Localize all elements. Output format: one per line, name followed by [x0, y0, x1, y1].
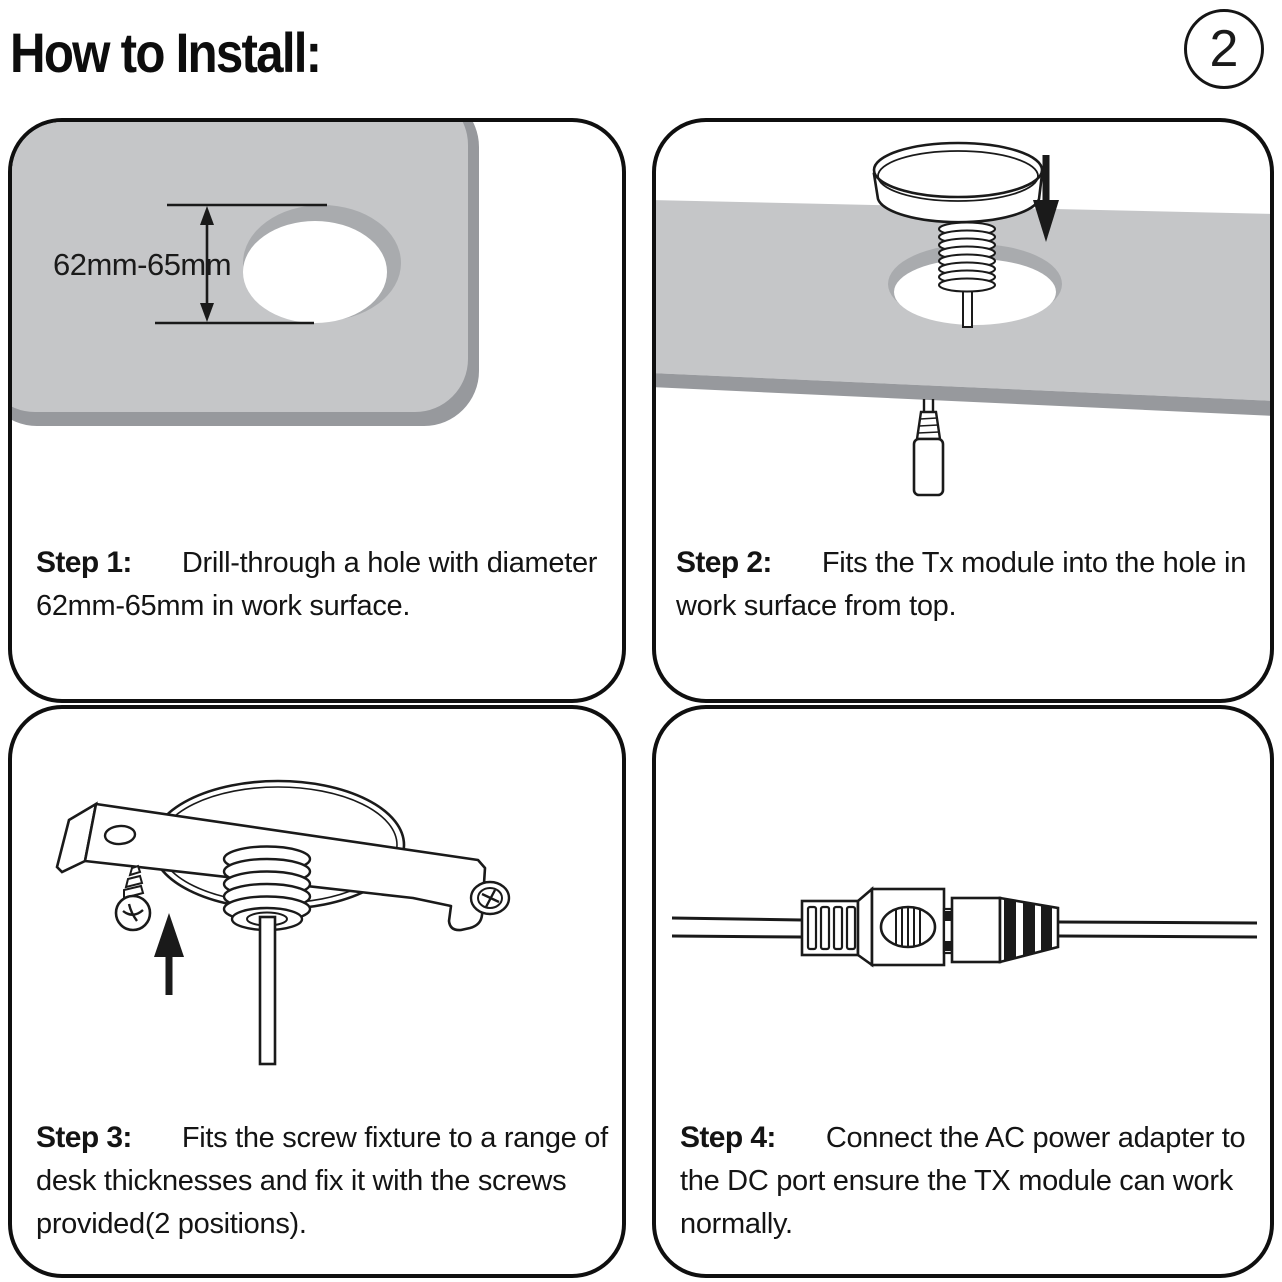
step-4-body: Connect the AC power adapter to the DC port ensure the TX module can work normally.	[680, 1122, 1246, 1240]
step-4-panel	[652, 705, 1274, 1278]
dc-male-plug	[802, 889, 952, 965]
module-pin	[260, 917, 275, 1064]
mounting-screw	[116, 866, 150, 930]
step-2-panel	[652, 118, 1274, 703]
step-2-text	[676, 541, 1266, 628]
plug-body	[914, 439, 943, 495]
step-2-label: Step 2:	[676, 546, 772, 579]
step-4-label: Step 4:	[680, 1121, 776, 1154]
page-title: How to Install:	[10, 21, 321, 84]
step-1-body: Drill-through a hole with diameter 62mm-65mm in work surface.	[36, 547, 598, 622]
step-1-panel	[8, 118, 626, 703]
dimension-label: 62mm-65mm	[53, 247, 232, 282]
left-cable	[672, 918, 802, 937]
step-4-text	[680, 1116, 1270, 1246]
step-3-label: Step 3:	[36, 1121, 132, 1154]
threaded-stem	[939, 223, 995, 292]
step-1-label: Step 1:	[36, 546, 132, 579]
dc-female-jack	[952, 894, 1058, 966]
dc-plug-below	[914, 399, 943, 495]
page-number: 2	[1209, 20, 1239, 78]
bracket-screw-hole	[104, 825, 135, 845]
page-number-badge	[1184, 9, 1264, 89]
bracket-phillips-screw	[471, 882, 509, 914]
step-3-text	[36, 1116, 614, 1246]
step-3-panel	[8, 705, 626, 1278]
step-3-body: Fits the screw fixture to a range of desk thicknesses and fix it with the screws provided(2 positions).	[36, 1122, 608, 1240]
right-cable	[1058, 922, 1257, 937]
step-1-text	[36, 541, 620, 628]
tx-module-disc	[874, 143, 1042, 222]
step-2-body: Fits the Tx module into the hole in work surface from top.	[676, 547, 1247, 622]
up-arrow-icon	[154, 913, 184, 995]
